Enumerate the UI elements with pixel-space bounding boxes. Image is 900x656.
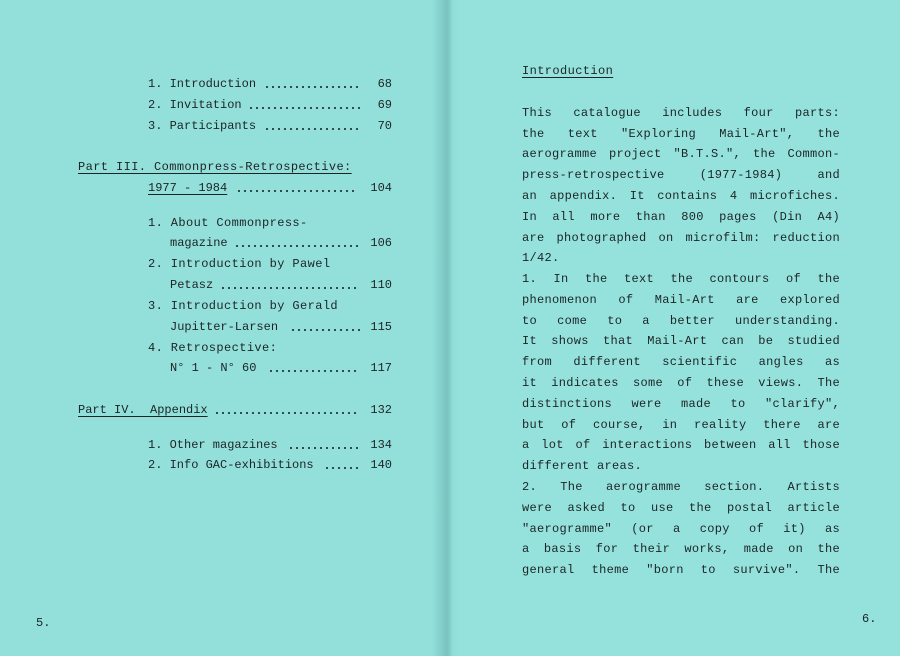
- toc-entry-introduction: 1. Introduction 68: [148, 77, 392, 91]
- toc-entry-gac-exhibitions: 2. Info GAC-exhibitions 140: [148, 458, 392, 472]
- body-line: general theme "born to survive". The: [522, 563, 840, 577]
- body-line: aerogramme project "B.T.S.", the Common-: [522, 147, 840, 161]
- toc-entry-jupitter-line1: 3. Introduction by Gerald: [148, 299, 339, 313]
- right-page-number: 6.: [862, 612, 877, 626]
- toc-entry-petasz: Petasz 110: [170, 278, 392, 292]
- body-line: 1/42.: [522, 251, 560, 265]
- introduction-heading: Introduction: [522, 64, 614, 78]
- body-line: different areas.: [522, 459, 643, 473]
- toc-leader-dots: [248, 107, 362, 109]
- toc-entry-participants: 3. Participants 70: [148, 119, 392, 133]
- toc-entry-retrospective-line1: 4. Retrospective:: [148, 341, 278, 355]
- toc-leader-dots: [290, 329, 360, 331]
- body-line: from different scientific angles as: [522, 355, 840, 369]
- body-line: are photographed on microfilm: reduction: [522, 231, 840, 245]
- toc-entry-part-iii-years: 1977 - 1984 104: [148, 181, 392, 195]
- body-line: This catalogue includes four parts:: [522, 106, 840, 120]
- toc-leader-dots: [264, 86, 362, 88]
- body-line: a lot of interactions between all those: [522, 438, 840, 452]
- toc-entry-about-commonpress: magazine 106: [170, 236, 392, 250]
- toc-entry-invitation: 2. Invitation 69: [148, 98, 392, 112]
- body-line: to come to a better understanding.: [522, 314, 840, 328]
- toc-part-iii-heading: Part III. Commonpress-Retrospective:: [78, 160, 352, 174]
- toc-entry-about-commonpress-line1: 1. About Commonpress-: [148, 216, 308, 230]
- body-line: It shows that Mail-Art can be studied: [522, 334, 840, 348]
- toc-entry-other-magazines: 1. Other magazines 134: [148, 438, 392, 452]
- book-gutter: [432, 0, 460, 656]
- toc-entry-retrospective: N° 1 - N° 60 117: [170, 361, 392, 375]
- body-line: an appendix. It contains 4 microfiches.: [522, 189, 840, 203]
- toc-leader-dots: [236, 190, 358, 192]
- body-line: distinctions were made to "clarify",: [522, 397, 840, 411]
- body-line: the text "Exploring Mail-Art", the: [522, 127, 840, 141]
- body-line: press-retrospective (1977-1984) and: [522, 168, 840, 182]
- body-line: but of course, in reality there are: [522, 418, 840, 432]
- body-line: 2. The aerogramme section. Artists: [522, 480, 840, 494]
- toc-leader-dots: [268, 370, 360, 372]
- toc-leader-dots: [288, 447, 358, 449]
- body-line: In all more than 800 pages (Din A4): [522, 210, 840, 224]
- toc-leader-dots: [324, 467, 358, 469]
- toc-leader-dots: [220, 287, 360, 289]
- body-line: 1. In the text the contours of the: [522, 272, 840, 286]
- toc-leader-dots: [214, 412, 360, 414]
- toc-leader-dots: [264, 128, 362, 130]
- body-line: it indicates some of these views. The: [522, 376, 840, 390]
- body-line: phenomenon of Mail-Art are explored: [522, 293, 840, 307]
- body-line: "aerogramme" (or a copy of it) as: [522, 522, 840, 536]
- toc-entry-jupitter-larsen: Jupitter-Larsen 115: [170, 320, 392, 334]
- left-page-number: 5.: [36, 616, 51, 630]
- body-line: a basis for their works, made on the: [522, 542, 840, 556]
- body-line: were asked to use the postal article: [522, 501, 840, 515]
- toc-entry-petasz-line1: 2. Introduction by Pawel: [148, 257, 331, 271]
- right-page: [446, 0, 900, 656]
- toc-entry-part-iv-appendix: Part IV. Appendix 132: [78, 403, 392, 417]
- toc-leader-dots: [234, 245, 360, 247]
